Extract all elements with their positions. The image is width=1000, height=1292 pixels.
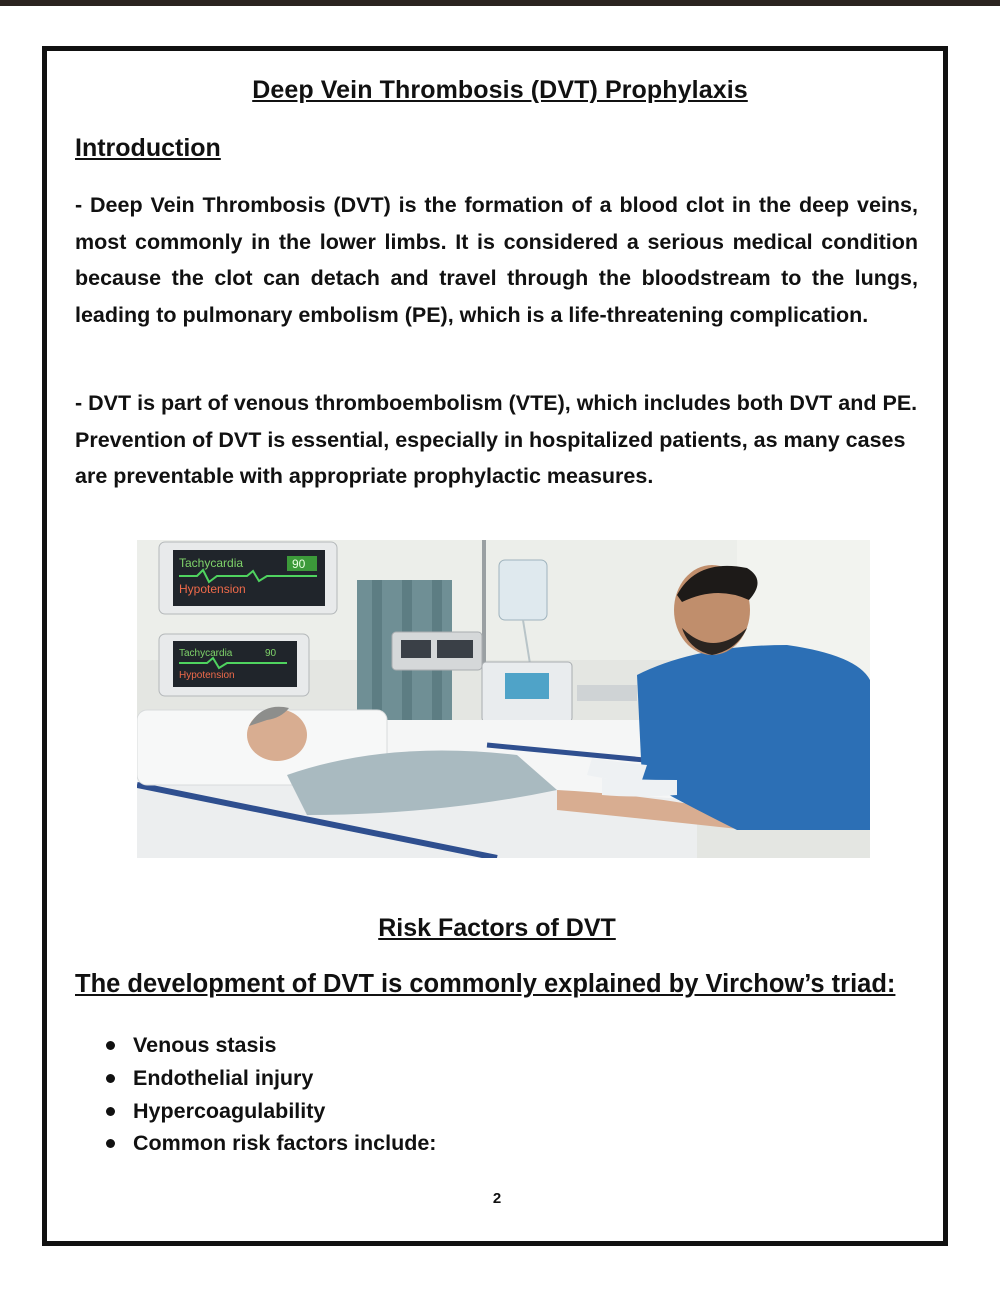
list-item-text: Common risk factors include: [133, 1131, 437, 1156]
intro-paragraph-1: - Deep Vein Thrombosis (DVT) is the formation of a blood clot in the deep veins, most commonly in the lower limbs. It is considered a serious medical condition because the clot can detach and travel through the bloodstream to the lungs, leading to pulmonary embolism (PE), which is a life-threatening complication. [75, 193, 918, 327]
document-title: Deep Vein Thrombosis (DVT) Prophylaxis [252, 76, 748, 104]
vital-monitor-top [159, 542, 337, 614]
monitor-top-value: 90 [292, 557, 306, 571]
top-edge-bar [0, 0, 1000, 6]
list-item [104, 1095, 436, 1128]
monitor-top-label-2: Hypotension [179, 582, 246, 596]
bullet-icon [106, 1139, 115, 1148]
introduction-heading: Introduction [75, 134, 221, 162]
page-number: 2 [492, 1190, 502, 1207]
list-item-text: Venous stasis [133, 1033, 277, 1057]
monitor-bottom-value: 90 [265, 648, 277, 659]
monitor-bottom-label-1: Tachycardia [179, 648, 233, 659]
list-item [104, 1029, 436, 1062]
intro-paragraph-2: - DVT is part of venous thromboembolism (VTE), which includes both DVT and PE. Prevention of DVT is essential, especially in hospitalized patients, as many cases are preventable with appropriate prophylactic measures. [75, 391, 918, 489]
hospital-scene-photo [137, 540, 870, 858]
risk-factor-list [104, 1029, 436, 1160]
list-item-text: Endothelial injury [133, 1065, 314, 1090]
bullet-icon [106, 1074, 115, 1083]
virchow-triad-heading: The development of DVT is commonly explained by Virchow’s triad: [75, 970, 896, 998]
monitor-bottom-label-2: Hypotension [179, 670, 235, 681]
list-item [104, 1062, 436, 1095]
risk-factors-heading: Risk Factors of DVT [378, 914, 616, 942]
list-item-text: Hypercoagulability [133, 1098, 326, 1123]
bullet-icon [106, 1107, 115, 1116]
bullet-icon [106, 1041, 115, 1050]
vital-monitor-bottom [159, 634, 309, 696]
monitor-top-label-1: Tachycardia [179, 556, 244, 570]
list-item [104, 1127, 436, 1160]
iv-bag-icon [499, 560, 547, 620]
